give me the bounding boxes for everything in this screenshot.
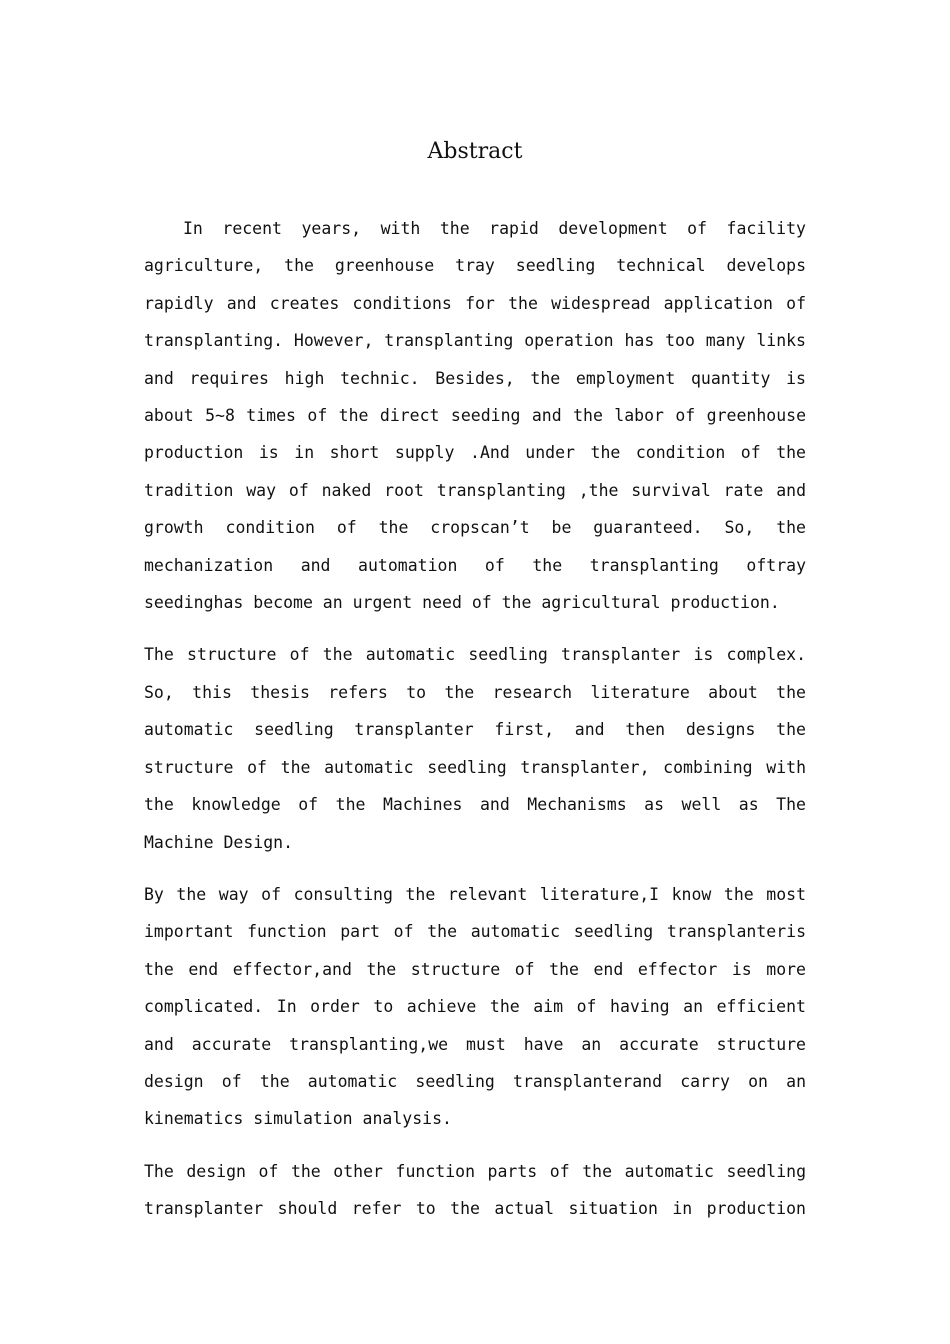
paragraph-2: The structure of the automatic seedling transplanter is complex. So, this thesis refers to the research literature about the automatic seedling transplanter first, and then designs the structure of the automatic seedling transplanter, combining with the knowledge of the Machines and Mechanisms as well as The Machine Design. — [144, 645, 806, 852]
paragraph-3: By the way of consulting the relevant literature,I know the most important function part of the automatic seedling transplanteris the end effector,and the structure of the end effector is more complicated. In order to achieve the aim of having an efficient and accurate transplanting,we must have an accurate structure design of the automatic seedling transplanterand carry on an kinematics simulation analysis. — [144, 884, 806, 1129]
paragraph-1: In recent years, with the rapid development of facility agriculture, the greenhouse tray seedling technical develops rapidly and creates conditions for the widespread application of transplanting. However, transplanting operation has too many links and requires high technic. Besides, the employment quantity is about 5~8 times of the direct seeding and the labor of greenhouse production is in short supply .And under the condition of the tradition way of naked root transplanting ,the survival rate and growth condition of the cropscan’t be guaranteed. So, the mechanization and automation of the transplanting oftray seedinghas become an urgent need of the agricultural production. — [144, 219, 806, 613]
abstract-body — [144, 210, 806, 1243]
paragraph-4: The design of the other function parts of the automatic seedling transplanter should refer to the actual situation in production — [144, 1161, 806, 1219]
page-title: Abstract — [427, 139, 523, 164]
